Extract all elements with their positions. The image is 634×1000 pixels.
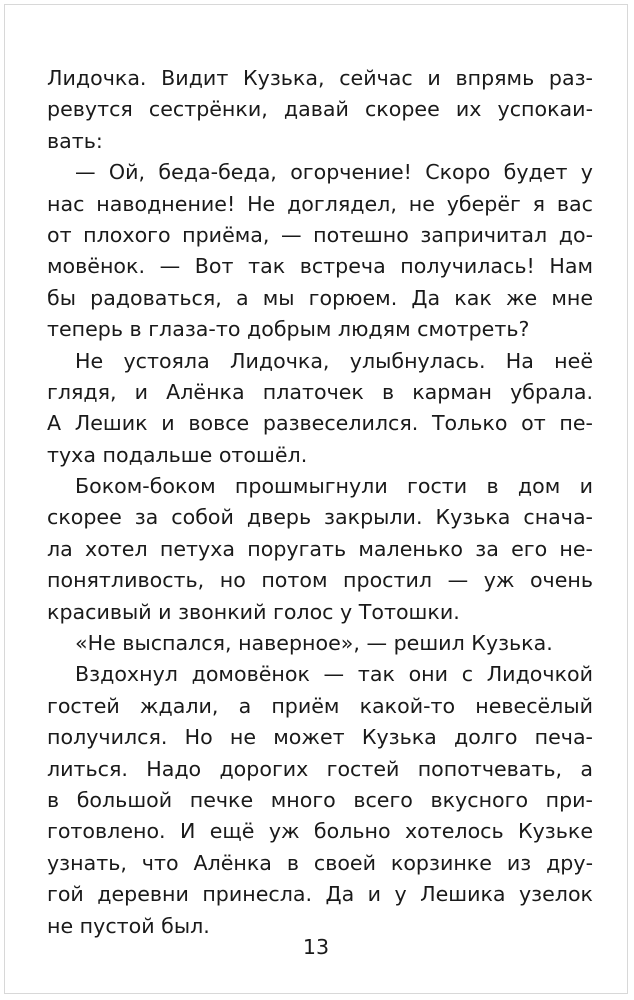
text-line: ревутся сестрёнки, давай скорее их успокаи- xyxy=(47,97,593,122)
text-line: получился. Но не может Кузька долго печа- xyxy=(47,725,593,750)
text-line: Лидочка. Видит Кузька, сейчас и впрямь раз- xyxy=(47,66,593,90)
text-line: нас наводнение! Не доглядел, не уберёг я вас xyxy=(47,191,593,216)
text-line: мовёнок. — Вот так встреча получилась! Нам xyxy=(47,254,593,279)
text-line: готовлено. И ещё уж больно хотелось Кузьке xyxy=(47,819,593,844)
page xyxy=(4,4,628,994)
text-line: — Ой, беда-беда, огорчение! Скоро будет у xyxy=(75,160,593,185)
text-line: глядя, и Алёнка платочек в карман убрала. xyxy=(47,379,593,404)
text-line: бы радоваться, а мы горюем. Да как же мне xyxy=(47,285,593,310)
text-line: Не устояла Лидочка, улыбнулась. На неё xyxy=(75,348,593,373)
text-line: ла хотел петуха поругать маленько за его не- xyxy=(47,536,593,561)
text-line: не пустой был. xyxy=(47,913,210,938)
text-line: теперь в глаза-то добрым людям смотреть? xyxy=(47,317,530,342)
text-line: понятливость, но потом простил — уж очень xyxy=(47,568,593,593)
text-line: А Лешик и вовсе развеселился. Только от пе- xyxy=(47,411,593,436)
text-line: Боком-боком прошмыгнули гости в дом и xyxy=(75,474,593,499)
text-line: скорее за собой дверь закрыли. Кузька снача- xyxy=(47,505,593,530)
body-text xyxy=(47,63,593,942)
text-line: «Не выспался, наверное», — решил Кузька. xyxy=(75,631,553,656)
text-line: гостей ждали, а приём какой-то невесёлый xyxy=(47,693,593,718)
text-line: вать: xyxy=(47,128,103,153)
text-line: Вздохнул домовёнок — так они с Лидочкой xyxy=(75,662,593,687)
text-line: в большой печке много всего вкусного при- xyxy=(47,787,593,812)
text-line: красивый и звонкий голос у Тотошки. xyxy=(47,599,460,624)
text-line: узнать, что Алёнка в своей корзинке из дру- xyxy=(47,850,593,875)
page-number: 13 xyxy=(302,935,330,959)
text-line: гой деревни принесла. Да и у Лешика узелок xyxy=(47,882,593,907)
text-line: туха подальше отошёл. xyxy=(47,442,308,467)
text-line: от плохого приёма, — потешно запричитал до- xyxy=(47,222,593,247)
text-line: литься. Надо дорогих гостей попотчевать, а xyxy=(47,756,593,781)
